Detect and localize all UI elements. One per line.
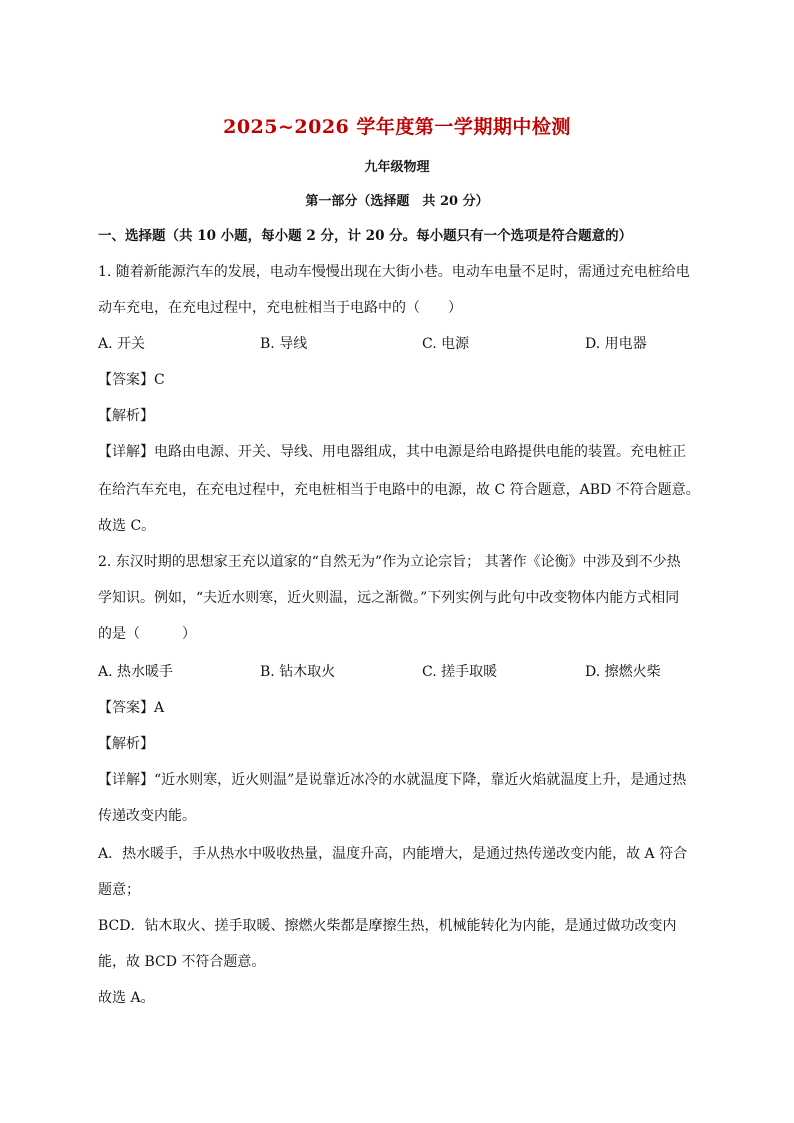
q2-option-a: A. 热水暖手 bbox=[98, 664, 174, 680]
q1-detail-line-3: 故选 C。 bbox=[98, 518, 156, 534]
q2-detail-line-1: 【详解】“近水则寒，近火则温”是说靠近冰冷的水就温度下降，靠近火焰就温度上升，是通过热 bbox=[98, 772, 687, 788]
q1-option-b: B. 导线 bbox=[260, 336, 308, 352]
grade-subject: 九年级物理 bbox=[364, 160, 430, 175]
q2-analysis-label: 【解析】 bbox=[98, 736, 154, 752]
q2-stem-line-3: 的是（ ） bbox=[98, 626, 196, 642]
q1-answer: 【答案】C bbox=[98, 372, 165, 388]
q2-answer: 【答案】A bbox=[98, 700, 165, 716]
q2-detail-line-6: 能，故 BCD 不符合题意。 bbox=[98, 954, 266, 970]
q2-detail-line-5: BCD．钻木取火、搓手取暖、擦燃火柴都是摩擦生热，机械能转化为内能，是通过做功改变内 bbox=[98, 918, 677, 934]
q1-detail-line-1: 【详解】电路由电源、开关、导线、用电器组成，其中电源是给电路提供电能的装置。充电桩正 bbox=[98, 444, 686, 460]
q2-detail-line-2: 传递改变内能。 bbox=[98, 808, 196, 824]
q1-option-c: C. 电源 bbox=[422, 336, 470, 352]
part-heading: 第一部分（选择题 共 20 分） bbox=[305, 194, 489, 209]
q2-options bbox=[98, 662, 698, 682]
q2-detail-line-4: 题意； bbox=[98, 882, 140, 898]
q2-option-c: C. 搓手取暖 bbox=[422, 664, 498, 680]
q1-option-d: D. 用电器 bbox=[585, 336, 647, 352]
q1-stem-line-2: 动车充电，在充电过程中，充电桩相当于电路中的（ ） bbox=[98, 300, 462, 316]
q2-option-d: D. 擦燃火柴 bbox=[585, 664, 661, 680]
q2-stem-line-2: 学知识。例如，“夫近水则寒，近火则温，远之渐微。”下列实例与此句中改变物体内能方式相同 bbox=[98, 590, 680, 606]
q1-option-a: A. 开关 bbox=[98, 336, 146, 352]
q1-stem-line-1: 1. 随着新能源汽车的发展，电动车慢慢出现在大街小巷。电动车电量不足时，需通过充电桩给电 bbox=[98, 264, 690, 280]
q1-detail-line-2: 在给汽车充电，在充电过程中，充电桩相当于电路中的电源，故 C 符合题意，ABD 不符合题意。 bbox=[98, 482, 700, 498]
q2-detail-line-7: 故选 A。 bbox=[98, 990, 155, 1006]
q1-analysis-label: 【解析】 bbox=[98, 408, 154, 424]
exam-title: 2025~2026 学年度第一学期期中检测 bbox=[223, 116, 571, 138]
q2-option-b: B. 钻木取火 bbox=[260, 664, 336, 680]
q2-detail-line-3: A．热水暖手，手从热水中吸收热量，温度升高，内能增大，是通过热传递改变内能，故 A 符合 bbox=[98, 846, 688, 862]
section-heading: 一、选择题（共 10 小题，每小题 2 分，计 20 分。每小题只有一个选项是符合题意的） bbox=[98, 228, 633, 244]
q2-stem-line-1: 2. 东汉时期的思想家王充以道家的“自然无为”作为立论宗旨； 其著作《论衡》中涉及到不少热 bbox=[98, 554, 681, 570]
q1-options bbox=[98, 334, 698, 354]
